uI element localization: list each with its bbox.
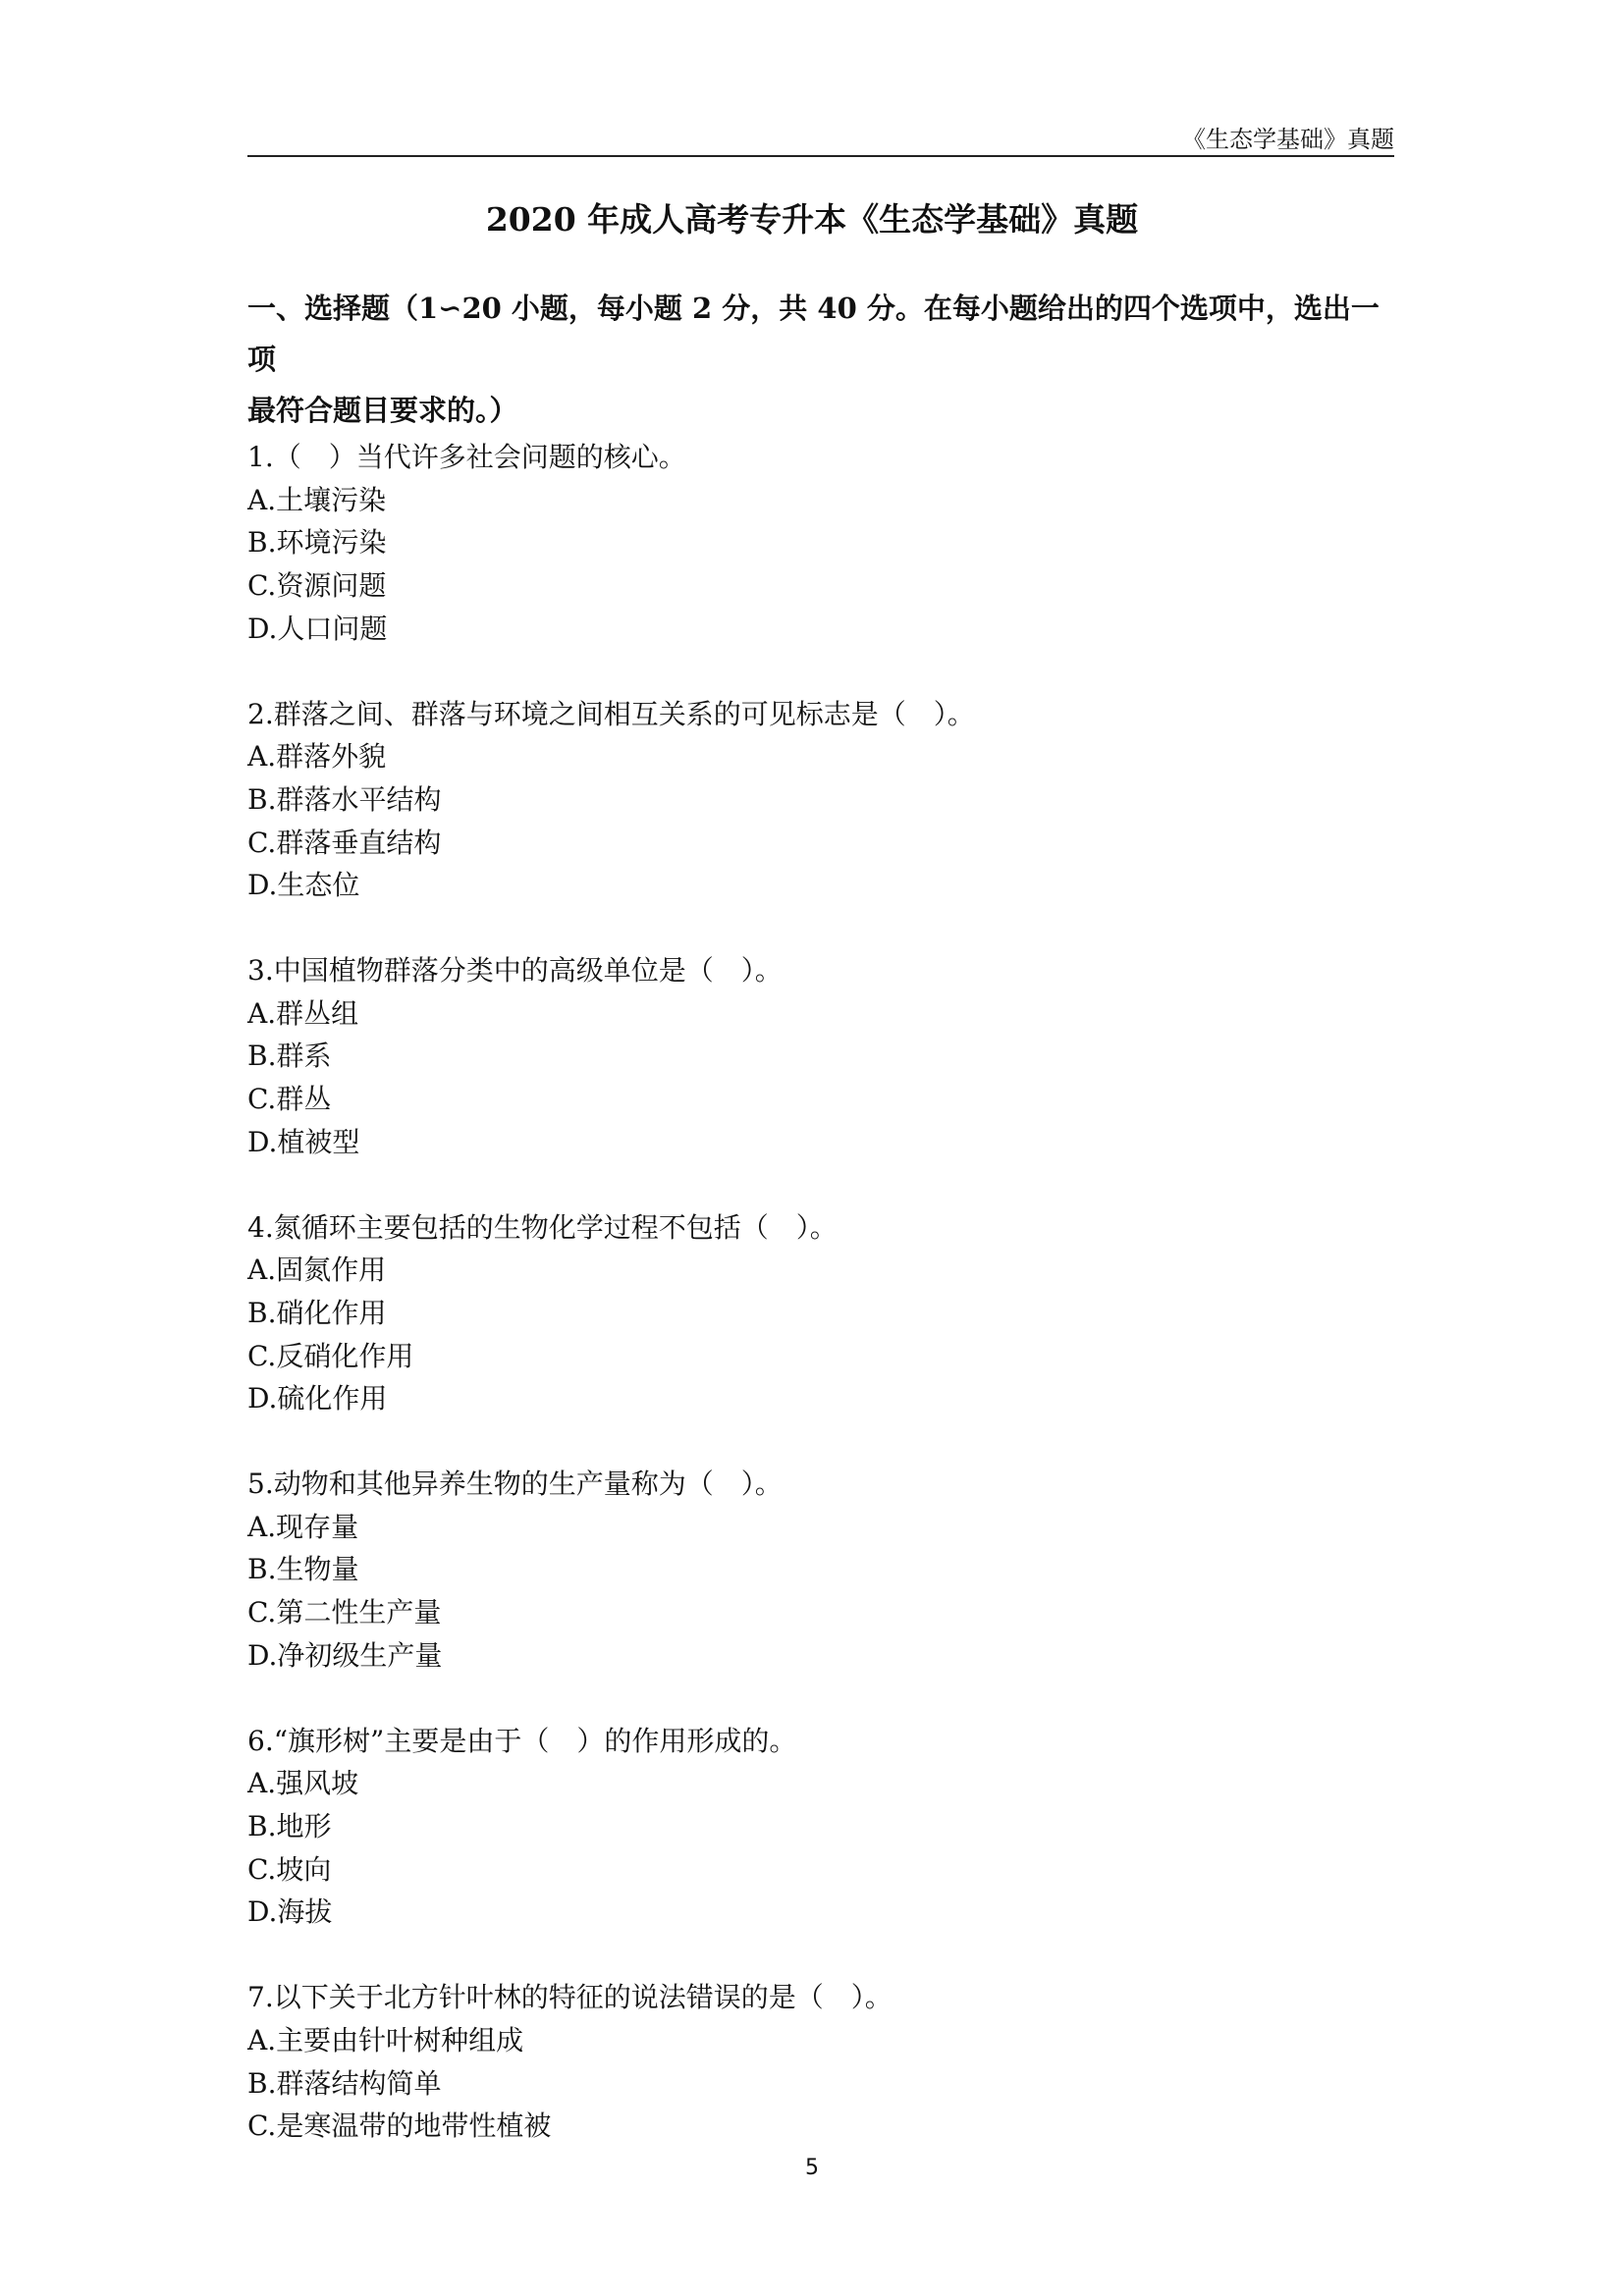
answer-option: D.硫化作用 <box>247 1382 388 1415</box>
question-block <box>247 1463 1396 1678</box>
section-heading-line: 最符合题目要求的。） <box>247 394 518 427</box>
question-block <box>247 436 1396 651</box>
page-header <box>247 116 1394 157</box>
document-body <box>247 283 1396 2190</box>
answer-option: C.是寒温带的地带性植被 <box>247 2109 552 2143</box>
answer-option: A.群落外貌 <box>247 740 387 774</box>
answer-option: A.强风坡 <box>247 1767 359 1800</box>
question-block <box>247 693 1396 908</box>
answer-option: D.植被型 <box>247 1125 360 1158</box>
question-stem: 5.动物和其他异养生物的生产量称为（ ）。 <box>247 1468 783 1501</box>
answer-option: D.生态位 <box>247 869 360 902</box>
answer-option: B.地形 <box>247 1809 332 1842</box>
question-stem: 1.（ ）当代许多社会问题的核心。 <box>247 441 686 473</box>
section-heading <box>247 283 1396 436</box>
answer-option: C.第二性生产量 <box>247 1596 442 1629</box>
question-list <box>247 436 1396 2148</box>
question-block <box>247 1976 1396 2148</box>
page-number: 5 <box>805 2156 819 2180</box>
question-block <box>247 1206 1396 1421</box>
answer-option: A.群丛组 <box>247 996 359 1030</box>
question-stem: 6.“旗形树”主要是由于（ ）的作用形成的。 <box>247 1724 797 1757</box>
answer-option: D.净初级生产量 <box>247 1638 443 1672</box>
answer-option: A.土壤污染 <box>247 483 387 516</box>
answer-option: C.群落垂直结构 <box>247 826 442 859</box>
section-heading-line: 一、选择题（1∽20 小题，每小题 2 分，共 40 分。在每小题给出的四个选项中，选出一项 <box>247 292 1380 376</box>
answer-option: B.群落结构简单 <box>247 2066 442 2100</box>
answer-option: B.环境污染 <box>247 526 387 560</box>
answer-option: A.现存量 <box>247 1510 359 1543</box>
answer-option: C.坡向 <box>247 1852 332 1886</box>
answer-option: B.群系 <box>247 1040 332 1073</box>
header-title: 《生态学基础》真题 <box>1182 126 1394 153</box>
answer-option: D.海拔 <box>247 1896 333 1929</box>
answer-option: C.反硝化作用 <box>247 1339 414 1372</box>
question-stem: 7.以下关于北方针叶林的特征的说法错误的是（ ）。 <box>247 1981 893 2014</box>
answer-option: A.主要由针叶树种组成 <box>247 2023 524 2056</box>
answer-option: B.群落水平结构 <box>247 782 442 816</box>
question-block <box>247 949 1396 1164</box>
answer-option: B.硝化作用 <box>247 1296 387 1329</box>
answer-option: C.资源问题 <box>247 569 387 603</box>
question-block <box>247 1720 1396 1935</box>
answer-option: A.固氮作用 <box>247 1254 387 1287</box>
document-title: 2020 年成人高考专升本《生态学基础》真题 <box>485 200 1139 239</box>
answer-option: C.群丛 <box>247 1083 332 1116</box>
answer-option: B.生物量 <box>247 1553 359 1586</box>
question-stem: 4.氮循环主要包括的生物化学过程不包括（ ）。 <box>247 1210 838 1244</box>
question-stem: 2.群落之间、群落与环境之间相互关系的可见标志是（ ）。 <box>247 697 975 730</box>
answer-option: D.人口问题 <box>247 612 388 645</box>
question-stem: 3.中国植物群落分类中的高级单位是（ ）。 <box>247 954 783 988</box>
